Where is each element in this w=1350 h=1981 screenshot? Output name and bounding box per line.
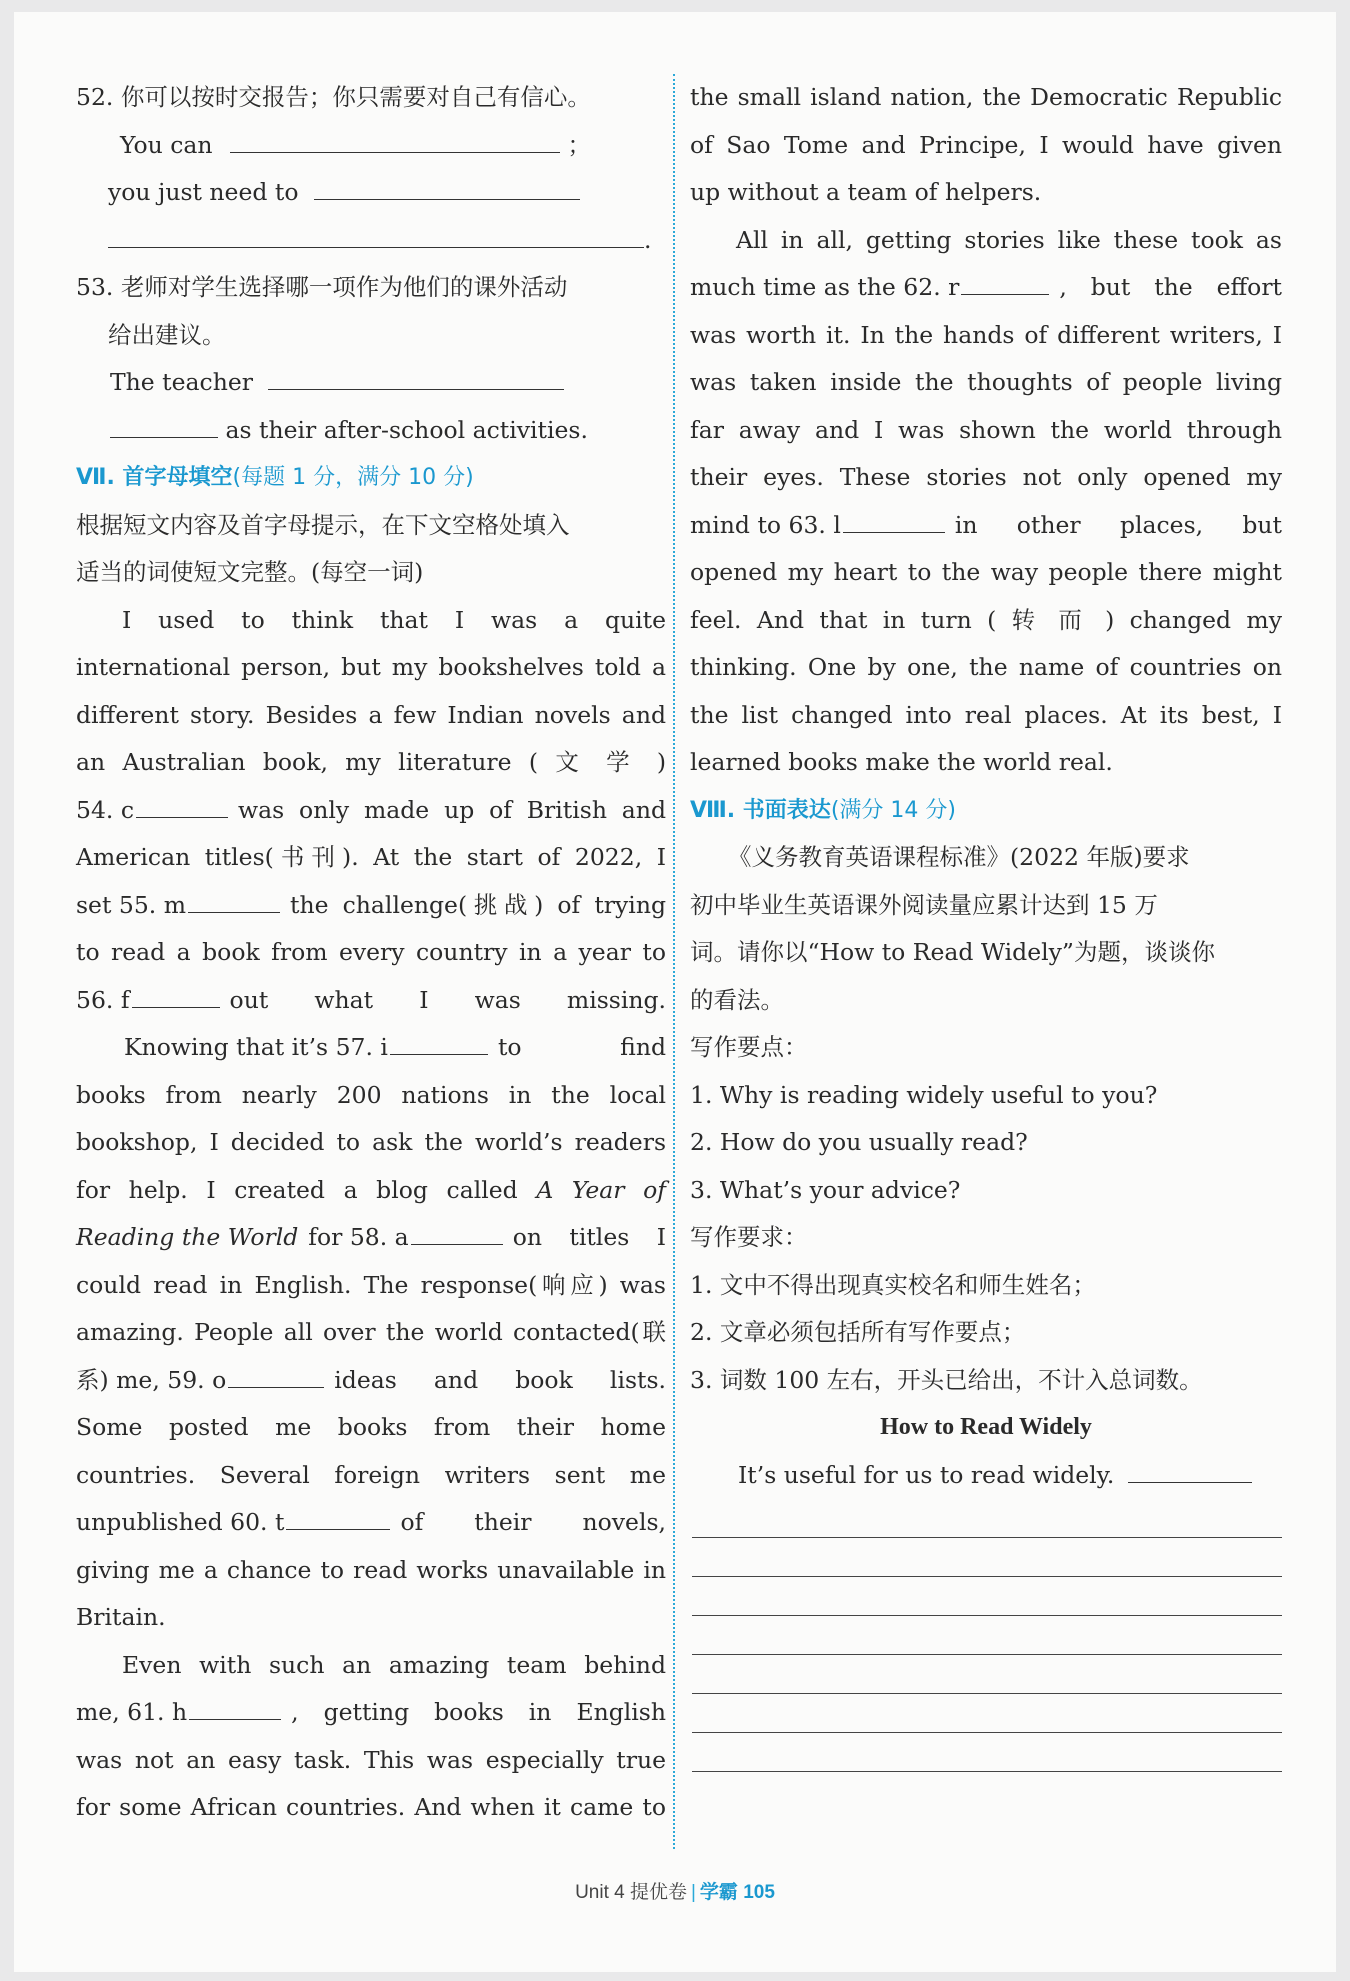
answer-blank[interactable] <box>228 1365 324 1388</box>
passage-line: thinking. One by one, the name of countries on <box>690 653 1282 681</box>
writing-line[interactable] <box>692 1538 1282 1577</box>
answer-blank[interactable] <box>843 510 945 533</box>
passage-line: Some posted me books from their home <box>76 1413 666 1441</box>
essay-blank-first-line[interactable] <box>1128 1460 1252 1483</box>
sec8-reqs-line: 3. 词数 100 左右，开头已给出，不计入总词数。 <box>690 1365 1203 1394</box>
writing-requirements <box>690 1262 1282 1405</box>
passage-line: Britain. <box>76 1603 166 1631</box>
q52-line-3: . <box>76 217 666 265</box>
sec8-intro-line: 《义务教育英语课程标准》(2022 年版)要求 <box>728 843 1190 871</box>
passage-line: I used to think that I was a quite <box>122 605 666 634</box>
passage-line: countries. Several foreign writers sent me <box>76 1460 666 1489</box>
passage-line: amazing. People all over the world contacted(联 <box>76 1318 666 1346</box>
section-8-intro <box>690 834 1282 1024</box>
writing-line[interactable] <box>692 1616 1282 1655</box>
passage-line: was taken inside the thoughts of people living <box>690 368 1282 396</box>
passage-line: was worth it. In the hands of different writers, I <box>690 320 1282 349</box>
answer-blank[interactable] <box>286 1507 390 1530</box>
passage-line: the small island nation, the Democratic Republic <box>690 83 1282 111</box>
answer-blank[interactable] <box>189 1697 281 1720</box>
passage-line: American titles(书刊). At the start of 2022, I <box>76 843 666 871</box>
answer-blank[interactable] <box>188 890 280 913</box>
passage-line: Knowing that it’s 57. i to find <box>124 1033 666 1061</box>
column-divider <box>673 74 675 1849</box>
sec8-intro-line: 的看法。 <box>690 985 784 1014</box>
answer-blank[interactable] <box>390 1032 488 1055</box>
passage-line: 54. c was only made up of British and <box>76 795 666 824</box>
writing-line[interactable] <box>692 1733 1282 1772</box>
answer-blank[interactable] <box>411 1222 503 1245</box>
passage-line: international person, but my bookshelves told a <box>76 653 666 681</box>
left-column <box>76 74 666 1832</box>
section-7-instruction-1: 根据短文内容及首字母提示，在下文空格处填入 <box>76 510 570 539</box>
footer-separator: | <box>690 1882 696 1903</box>
passage-line: 56. f out what I was missing. <box>76 985 666 1014</box>
writing-line[interactable] <box>692 1499 1282 1538</box>
answer-blank[interactable] <box>961 272 1049 295</box>
sec8-reqs-line: 1. 文中不得出现真实校名和师生姓名； <box>690 1270 1096 1299</box>
writing-points <box>690 1072 1282 1215</box>
answer-blank[interactable] <box>132 985 220 1008</box>
sec8-intro-line: 词。请你以“How to Read Widely”为题，谈谈你 <box>690 938 1215 966</box>
writing-line[interactable] <box>692 1655 1282 1694</box>
section-8-heading: Ⅷ. 书面表达(满分 14 分) <box>690 797 956 823</box>
passage-line: opened my heart to the way people there might <box>690 558 1282 586</box>
footer-brand: 学霸 <box>699 1882 738 1903</box>
passage-line: me, 61. h , getting books in English <box>76 1698 666 1726</box>
passage-line: learned books make the world real. <box>690 748 1113 776</box>
passage-line: set 55. m the challenge(挑战) of trying <box>76 890 666 919</box>
section-7-heading: Ⅶ. 首字母填空(每题 1 分，满分 10 分) <box>76 465 474 490</box>
passage-left <box>76 597 666 1832</box>
sec8-points-line: 3. What’s your advice? <box>690 1175 961 1204</box>
passage-line: giving me a chance to read works unavailable in <box>76 1555 666 1584</box>
passage-line: much time as the 62. r , but the effort <box>690 273 1282 301</box>
q52-line-2: you just need to <box>76 169 666 217</box>
answer-blank[interactable] <box>136 795 228 818</box>
passage-line: was not an easy task. This was especially true <box>76 1745 666 1774</box>
right-column <box>690 74 1282 1772</box>
passage-line: an Australian book, my literature ( 文 学 ) <box>76 748 666 776</box>
passage-line: for help. I created a blog called A Year of <box>76 1175 666 1204</box>
q53-prompt-1: 53. 老师对学生选择哪一项作为他们的课外活动 <box>76 273 568 301</box>
sec8-points-line: 2. How do you usually read? <box>690 1128 1028 1156</box>
passage-line: the list changed into real places. At its best, I <box>690 700 1282 729</box>
q52-blank-1[interactable] <box>230 130 560 153</box>
q53-blank-2[interactable] <box>110 415 218 438</box>
passage-line: could read in English. The response(响应) was <box>76 1270 666 1299</box>
passage-line: mind to 63. l in other places, but <box>690 510 1282 539</box>
essay-opening: It’s useful for us to read widely. <box>690 1452 1282 1500</box>
writing-line[interactable] <box>692 1577 1282 1616</box>
passage-line: different story. Besides a few Indian novels and <box>76 700 666 729</box>
sec8-reqs-line: 2. 文章必须包括所有写作要点； <box>690 1318 1026 1346</box>
passage-line: books from nearly 200 nations in the local <box>76 1080 666 1109</box>
passage-line: their eyes. These stories not only opened my <box>690 463 1282 491</box>
passage-line: to read a book from every country in a year to <box>76 938 666 966</box>
sec8-intro-line: 初中毕业生英语课外阅读量应累计达到 15 万 <box>690 890 1158 919</box>
passage-right <box>690 74 1282 787</box>
passage-line: Even with such an amazing team behind <box>122 1650 666 1679</box>
writing-line[interactable] <box>692 1694 1282 1733</box>
passage-line: up without a team of helpers. <box>690 178 1042 206</box>
q53-blank-1[interactable] <box>268 367 564 390</box>
q52-prompt: 52. 你可以按时交报告；你只需要对自己有信心。 <box>76 83 591 111</box>
sec8-points-line: 1. Why is reading widely useful to you? <box>690 1080 1158 1109</box>
page-footer <box>0 1877 1350 1904</box>
writing-requirements-heading: 写作要求： <box>690 1223 808 1251</box>
passage-line: for some African countries. And when it came to <box>76 1793 666 1821</box>
passage-line: feel. And that in turn ( 转 而 ) changed my <box>690 605 1282 634</box>
essay-writing-lines <box>690 1499 1282 1772</box>
passage-line: far away and I was shown the world through <box>690 415 1282 444</box>
writing-points-heading: 写作要点： <box>690 1033 808 1061</box>
q52-blank-3[interactable] <box>108 225 644 248</box>
passage-line: All in all, getting stories like these took as <box>736 225 1282 254</box>
q52-blank-2[interactable] <box>314 177 580 200</box>
passage-line: of Sao Tome and Principe, I would have given <box>690 130 1282 159</box>
essay-title: How to Read Widely <box>880 1414 1092 1440</box>
section-7-instruction-2: 适当的词使短文完整。(每空一词) <box>76 558 424 586</box>
passage-line: bookshop, I decided to ask the world’s readers <box>76 1128 666 1156</box>
worksheet-page <box>14 12 1336 1972</box>
q53-line-1: The teacher <box>76 359 666 407</box>
footer-unit: Unit 4 提优卷 <box>575 1882 687 1903</box>
passage-line: Reading the World for 58. a on titles I <box>76 1223 666 1251</box>
q53-line-2: as their after-school activities. <box>76 407 666 455</box>
q53-prompt-2: 给出建议。 <box>108 320 226 349</box>
passage-line: unpublished 60. t of their novels, <box>76 1508 666 1536</box>
q52-line-1: You can ； <box>120 130 591 159</box>
passage-line: 系) me, 59. o ideas and book lists. <box>76 1365 666 1394</box>
page-number: 105 <box>743 1882 775 1903</box>
